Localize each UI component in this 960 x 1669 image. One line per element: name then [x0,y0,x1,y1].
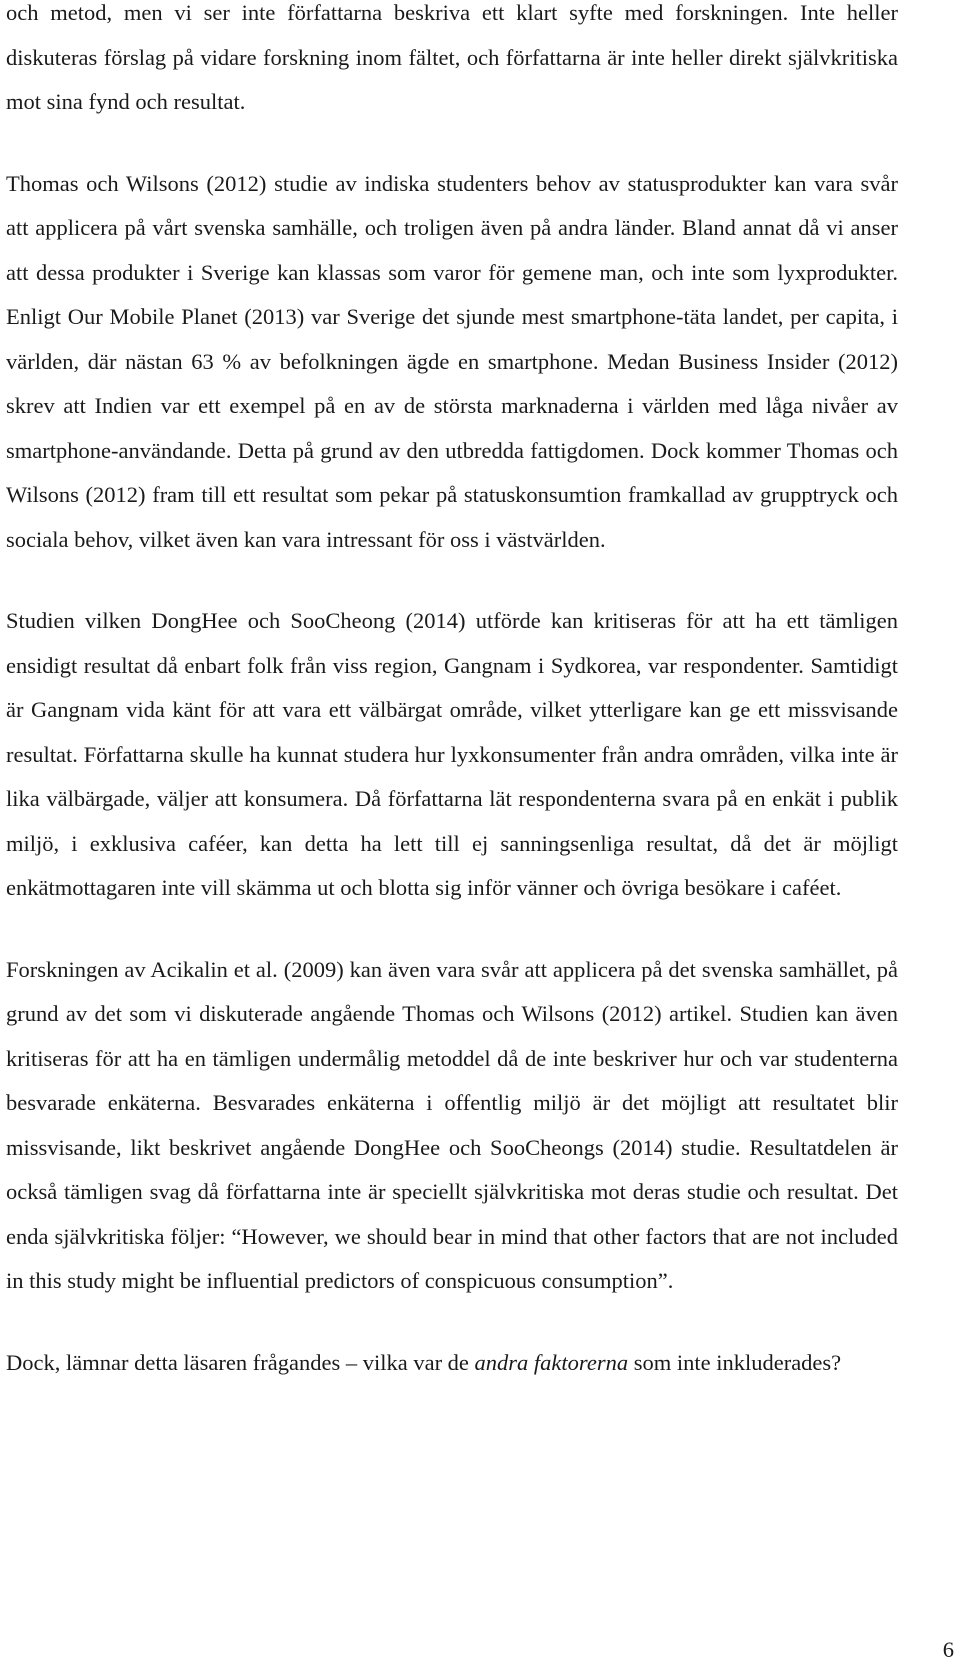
paragraph-thomas-wilsons: Thomas och Wilsons (2012) studie av indiska studenters behov av statusprodukter kan vara svår att applicera på vårt svenska samhälle, och troligen även på andra länder. Bland annat då vi anser att dessa produkter i Sverige kan klassas som varor för gemene man, och inte som lyxprodukter. Enligt Our Mobile Planet (2013) var Sverige det sjunde mest smartphone-täta landet, per capita, i världen, där nästan 63 % av befolkningen ägde en smartphone. Medan Business Insider (2012) skrev att Indien var ett exempel på en av de största marknaderna i världen med låga nivåer av smartphone-användande. Detta på grund av den utbredda fattigdomen. Dock kommer Thomas och Wilsons (2012) fram till ett resultat som pekar på statuskonsumtion framkallad av grupptryck och sociala behov, vilket även kan vara intressant för oss i västvärlden. [6,170,898,552]
paragraph-method-critique: och metod, men vi ser inte författarna beskriva ett klart syfte med forskningen. Inte heller diskuteras förslag på vidare forskning inom fältet, och författarna är inte heller direkt självkritiska mot sina fynd och resultat. [6,0,898,114]
page-number: 6 [942,1637,954,1662]
document-page [6,0,898,1385]
conclusion-text-after: som inte inkluderades? [628,1349,842,1375]
paragraph-conclusion-question [6,1341,898,1386]
conclusion-text-before: Dock, lämnar detta läsaren frågandes – vilka var de [6,1349,475,1375]
paragraph-donghee-soocheong: Studien vilken DongHee och SooCheong (2014) utförde kan kritiseras för att ha ett tämligen ensidigt resultat då enbart folk från viss region, Gangnam i Sydkorea, var respondenter. Samtidigt är Gangnam vida känt för att vara ett välbärgat område, vilket ytterligare kan ge ett missvisande resultat. Författarna skulle ha kunnat studera hur lyxkonsumenter från andra områden, vilka inte är lika välbärgade, väljer att konsumera. Då författarna lät respondenterna svara på en enkät i publik miljö, i exklusiva caféer, kan detta ha lett till ej sanningsenliga resultat, då det är möjligt enkätmottagaren inte vill skämma ut och blotta sig inför vänner och övriga besökare i caféet. [6,608,898,900]
conclusion-emphasis: andra faktorerna [474,1349,629,1375]
paragraph-acikalin: Forskningen av Acikalin et al. (2009) kan även vara svår att applicera på det svenska samhället, på grund av det som vi diskuterade angående Thomas och Wilsons (2012) artikel. Studien kan även kritiseras för att ha en tämligen undermålig metoddel då de inte beskriver hur och var studenterna besvarade enkäterna. Besvarades enkäterna i offentlig miljö är det möjligt att resultatet blir missvisande, likt beskrivet angående DongHee och SooCheongs (2014) studie. Resultatdelen är också tämligen svag då författarna inte är speciellt självkritiska mot deras studie och resultat. Det enda självkritiska följer: “However, we should bear in mind that other factors that are not included in this study might be influential predictors of conspicuous consumption”. [6,956,898,1293]
